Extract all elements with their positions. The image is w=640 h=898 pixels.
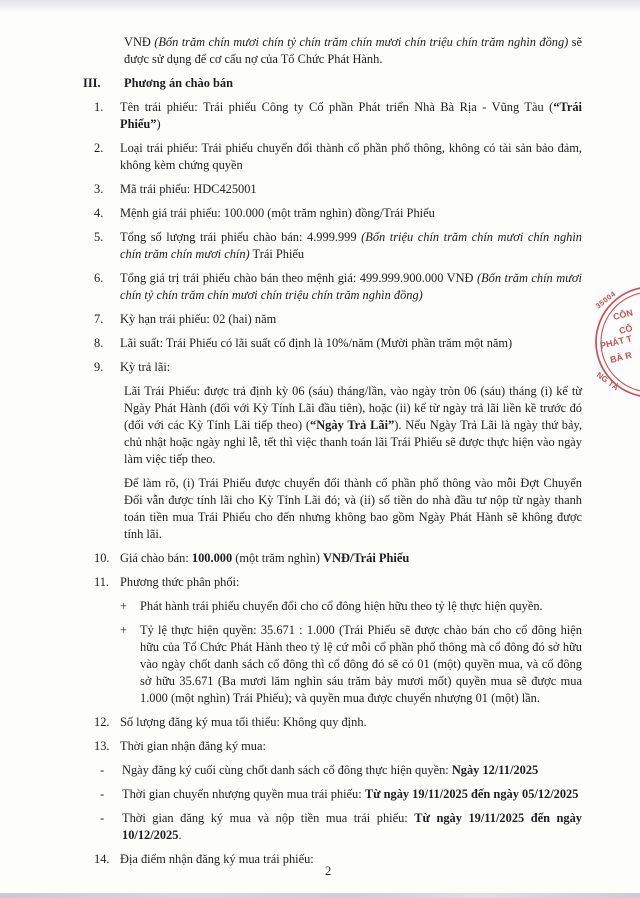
list-item: [0, 598, 640, 615]
text-run: (Bốn trăm chín mươi chín tỷ chín trăm chín mươi chín triệu chín trăm nghìn đồng): [154, 35, 569, 49]
text-run: Kỳ trả lãi:: [120, 360, 171, 374]
list-item: [0, 786, 640, 803]
list-item: [0, 714, 640, 731]
text-run: ). Nếu Ngày Trả Lãi là ngày thứ bảy, chủ nhật hoặc ngày nghỉ lễ, tết thì việc thanh toán lãi Trái Phiếu sẽ được thực hiện vào ngày làm việc tiếp theo.: [124, 418, 582, 466]
text-run: Giá chào bán:: [120, 551, 192, 565]
item-text: [140, 598, 582, 615]
list-item-marker: -: [100, 787, 105, 801]
section-heading-text: [124, 75, 582, 92]
item-text: [120, 99, 582, 133]
text-run: Thời gian nhận đăng ký mua:: [120, 739, 266, 753]
seal-text-number: 35004: [593, 289, 618, 311]
list-item-marker: 11.: [94, 575, 110, 589]
list-item: [0, 762, 640, 779]
list-item-marker: 1.: [94, 100, 104, 114]
list-item-marker: -: [100, 763, 105, 777]
text-run: Trái Phiếu: [249, 247, 305, 261]
seal-text-line3: PHÁT T: [599, 333, 634, 351]
scan-edge-bottom: [0, 893, 640, 898]
text-run: Lãi suất: Trái Phiếu có lãi suất cố định là 10%/năm (Mười phần trăm một năm): [120, 336, 513, 350]
list-item: [0, 550, 640, 567]
item-text: [120, 714, 582, 731]
list-item: [0, 140, 640, 174]
list-item-marker: 3.: [94, 182, 104, 196]
page-number: 2: [325, 864, 332, 878]
text-run: (Bốn trăm chín mươi chín tỷ chín trăm chín mươi chín triệu chín trăm nghìn đồng): [120, 271, 582, 302]
list-item: [0, 335, 640, 352]
item-text: [120, 205, 582, 222]
text-run: (Bốn triệu chín trăm chín mươi chín nghìn chín trăm chín mươi chín): [120, 230, 582, 261]
item-text: [120, 181, 582, 198]
list-item-marker: 9.: [94, 360, 104, 374]
text-run: Phương thức phân phối:: [120, 575, 240, 589]
text-run: Địa điểm nhận đăng ký mua trái phiếu:: [120, 852, 314, 866]
text-run: VNĐ/Trái Phiếu: [323, 551, 410, 565]
doc-paragraph: [0, 383, 640, 468]
list-item: [0, 574, 640, 591]
list-item: [0, 359, 640, 376]
list-item-marker: 2.: [94, 141, 104, 155]
text-run: (một trăm nghìn): [232, 551, 324, 565]
list-item-marker: 8.: [94, 336, 104, 350]
text-run: ): [156, 117, 161, 131]
list-item-marker: 6.: [94, 271, 104, 285]
list-item: [0, 738, 640, 755]
text-run: Loại trái phiếu: Trái phiếu chuyển đổi thành cổ phần phổ thông, không có tài sản bảo đảm, không kèm chứng quyền: [120, 141, 582, 172]
list-item: [0, 810, 640, 844]
list-item-marker: +: [120, 623, 127, 637]
list-item: [0, 311, 640, 328]
item-text: [122, 810, 582, 844]
list-item-marker: 13.: [94, 739, 110, 753]
text-run: Mã trái phiếu: HDC425001: [120, 182, 257, 196]
item-text: [120, 359, 582, 376]
list-item-marker: -: [100, 811, 105, 825]
text-run: .: [178, 828, 182, 842]
seal-text-bottom-arc: NG TÀ: [594, 370, 621, 393]
list-item-marker: 10.: [94, 551, 110, 565]
item-text: [140, 622, 582, 707]
text-run: sẽ được sử dụng để cơ cấu nợ của Tổ Chức Phát Hành.: [124, 35, 582, 66]
seal-text-line4: BÀ R: [609, 349, 633, 365]
text-run: Thời gian chuyển nhượng quyền mua trái phiếu:: [122, 787, 365, 801]
list-item: [0, 205, 640, 222]
text-run: Mệnh giá trái phiếu: 100.000 (một trăm nghìn) đồng/Trái Phiếu: [120, 206, 435, 220]
list-item: [0, 181, 640, 198]
text-run: Kỳ hạn trái phiếu: 02 (hai) năm: [120, 312, 277, 326]
seal-text-line2: CỔ: [618, 322, 634, 336]
text-run: Tổng số lượng trái phiếu chào bán: 4.999.999: [120, 230, 362, 244]
text-run: Ngày 12/11/2025: [451, 763, 539, 777]
item-text: [120, 738, 582, 755]
scan-edge-top: [0, 0, 640, 14]
item-text: [120, 851, 582, 868]
item-text: [124, 34, 582, 68]
text-run: “Ngày Trả Lãi”: [310, 418, 395, 432]
text-run: Số lượng đăng ký mua tối thiểu: Không quy định.: [120, 715, 367, 729]
list-item-marker: III.: [83, 76, 101, 90]
item-text: [120, 311, 582, 328]
item-text: [122, 762, 582, 779]
list-item-marker: 4.: [94, 206, 104, 220]
text-run: Tên trái phiếu: Trái phiếu Công ty Cổ phần Phát triển Nhà Bà Rịa - Vũng Tàu (: [120, 100, 554, 114]
list-item: [0, 229, 640, 263]
item-text: [120, 270, 582, 304]
document-body: [0, 34, 640, 875]
list-item: [0, 622, 640, 707]
text-run: Từ ngày 19/11/2025 đến ngày 10/12/2025: [122, 811, 582, 842]
list-item-marker: 14.: [94, 852, 110, 866]
text-run: Phát hành trái phiếu chuyển đổi cho cổ đông hiện hữu theo tỷ lệ thực hiện quyền.: [140, 599, 543, 613]
text-run: Lãi Trái Phiếu: được trả định kỳ 06 (sáu) tháng/lần, vào ngày tròn 06 (sáu) tháng (i) kể từ Ngày Phát Hành (đối với Kỳ Tính Lãi đầu tiên), hoặc (ii) kể từ ngày trả lãi liền kề trước đó (đối với các Kỳ Tính Lãi tiếp theo) (: [124, 384, 582, 432]
list-item: [0, 851, 640, 868]
text-run: Phương án chào bán: [124, 76, 233, 90]
list-item-marker: +: [120, 599, 127, 613]
doc-paragraph: [0, 34, 640, 68]
item-text: [124, 475, 582, 543]
text-run: Tỷ lệ thực hiện quyền: 35.671 : 1.000 (Trái Phiếu sẽ được chào bán cho cổ đông hiện hữu của Tổ Chức Phát Hành theo tỷ lệ cứ mỗi cổ phần phổ thông mà cổ đông đó sở hữu vào ngày chốt danh sách cổ đông thì cổ đông đó sẽ có 01 (một) quyền mua, và cổ đông sở hữu 35.671 (Ba mươi lăm nghìn sáu trăm bảy mươi mốt) quyền mua sẽ được mua 1.000 (một nghìn) Trái Phiếu); và quyền mua được chuyển nhượng 01 (một) lần.: [140, 623, 582, 705]
item-text: [120, 140, 582, 174]
text-run: Tổng giá trị trái phiếu chào bán theo mệnh giá: 499.999.900.000 VNĐ: [120, 271, 477, 285]
text-run: Để làm rõ, (i) Trái Phiếu được chuyển đổi thành cổ phần phổ thông vào mỗi Đợt Chuyển Đổi vẫn được tính lãi cho Kỳ Tính Lãi đó; và (ii) số tiền do nhà đầu tư nộp từ ngày thanh toán tiền mua Trái Phiếu cho đến nhưng không bao gồm Ngày Phát Hành sẽ không được tính lãi.: [124, 476, 582, 541]
item-text: [122, 786, 582, 803]
section-heading: [0, 75, 640, 92]
seal-text-line1: CÔN: [612, 307, 634, 322]
text-run: Thời gian đăng ký mua và nộp tiền mua trái phiếu:: [122, 811, 415, 825]
list-item-marker: 5.: [94, 230, 104, 244]
text-run: “Trái Phiếu”: [120, 100, 582, 131]
item-text: [124, 383, 582, 468]
item-text: [120, 229, 582, 263]
item-text: [120, 574, 582, 591]
item-text: [120, 335, 582, 352]
list-item-marker: 7.: [94, 312, 104, 326]
text-run: Từ ngày 19/11/2025 đến ngày 05/12/2025: [364, 787, 579, 801]
text-run: 100.000: [191, 551, 233, 565]
text-run: Ngày đăng ký cuối cùng chốt danh sách cổ đông thực hiện quyền:: [122, 763, 452, 777]
item-text: [120, 550, 582, 567]
doc-paragraph: [0, 475, 640, 543]
list-item: [0, 270, 640, 304]
list-item: [0, 99, 640, 133]
list-item-marker: 12.: [94, 715, 110, 729]
text-run: VNĐ: [124, 35, 155, 49]
